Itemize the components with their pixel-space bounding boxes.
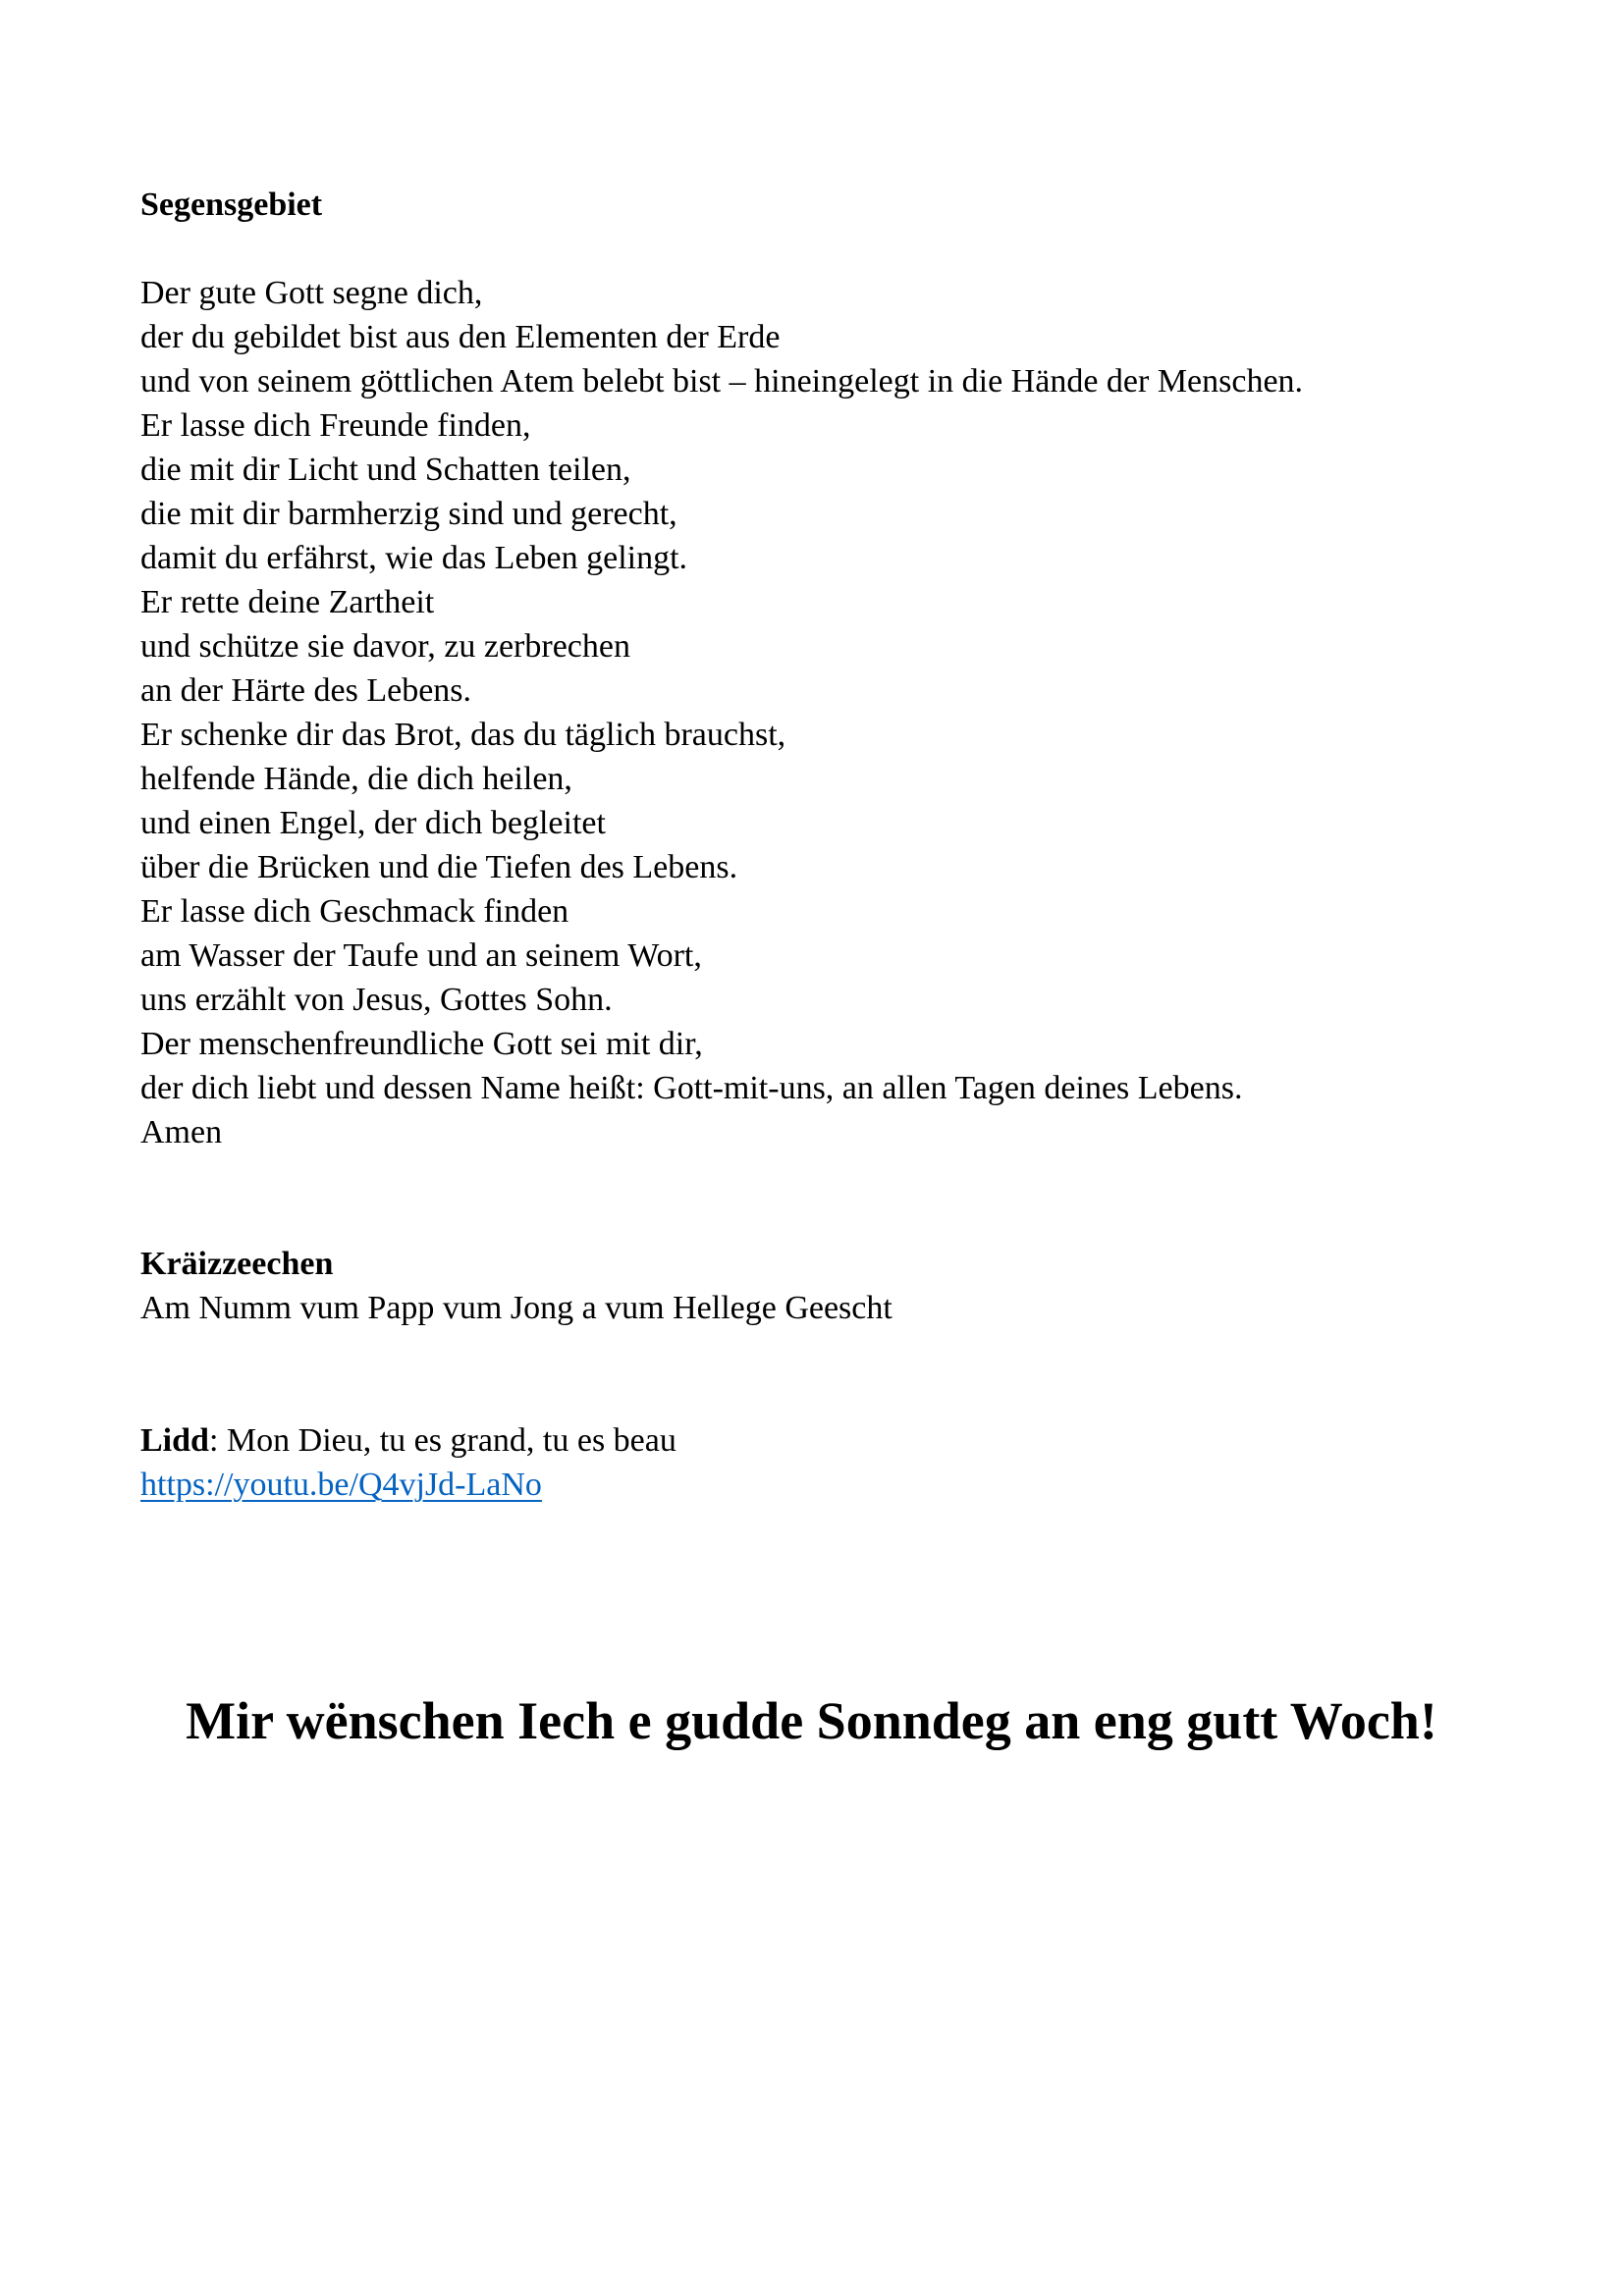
blessing-line: die mit dir Licht und Schatten teilen, (140, 452, 631, 488)
blessing-line: Er schenke dir das Brot, das du täglich brauchst, (140, 717, 786, 753)
blessing-line: uns erzählt von Jesus, Gottes Sohn. (140, 982, 613, 1018)
sign-of-cross-text: Am Numm vum Papp vum Jong a vum Hellege Geescht (140, 1290, 893, 1326)
song-section (140, 1418, 676, 1507)
sign-of-cross-heading: Kräizzeechen (140, 1246, 334, 1282)
blessing-line: Er lasse dich Freunde finden, (140, 407, 531, 444)
blessing-line: Der gute Gott segne dich, (140, 275, 483, 311)
song-title-line (140, 1418, 676, 1463)
blessing-section (140, 183, 1515, 1154)
blessing-line: und schütze sie davor, zu zerbrechen (140, 628, 630, 665)
blessing-line: Er lasse dich Geschmack finden (140, 893, 569, 930)
song-video-link[interactable]: https://youtu.be/Q4vjJd-LaNo (140, 1467, 542, 1503)
song-label: Lidd (140, 1422, 209, 1459)
blessing-line: die mit dir barmherzig sind und gerecht, (140, 496, 677, 532)
blessing-line: über die Brücken und die Tiefen des Lebens. (140, 849, 738, 885)
blessing-line: der du gebildet bist aus den Elementen der Erde (140, 319, 781, 355)
song-title: Mon Dieu, tu es grand, tu es beau (226, 1422, 676, 1459)
blessing-line: damit du erfährst, wie das Leben gelingt. (140, 540, 688, 576)
blessing-line: helfende Hände, die dich heilen, (140, 761, 572, 797)
blessing-line: am Wasser der Taufe und an seinem Wort, (140, 937, 702, 974)
blessing-line: an der Härte des Lebens. (140, 672, 472, 709)
blessing-heading: Segensgebiet (140, 187, 323, 223)
blessing-line: und einen Engel, der dich begleitet (140, 805, 606, 841)
blessing-line: Er rette deine Zartheit (140, 584, 435, 620)
sign-of-cross-section (140, 1242, 893, 1330)
blessing-line-amen: Amen (140, 1114, 223, 1150)
blessing-text (140, 271, 1515, 1154)
blessing-line: der dich liebt und dessen Name heißt: Gott-mit-uns, an allen Tagen deines Lebens. (140, 1070, 1243, 1106)
closing-greeting: Mir wënschen Iech e gudde Sonndeg an eng gutt Woch! (186, 1691, 1437, 1750)
song-separator: : (208, 1422, 227, 1459)
blessing-line: und von seinem göttlichen Atem belebt bist – hineingelegt in die Hände der Menschen. (140, 363, 1304, 400)
blessing-line: Der menschenfreundliche Gott sei mit dir, (140, 1026, 703, 1062)
